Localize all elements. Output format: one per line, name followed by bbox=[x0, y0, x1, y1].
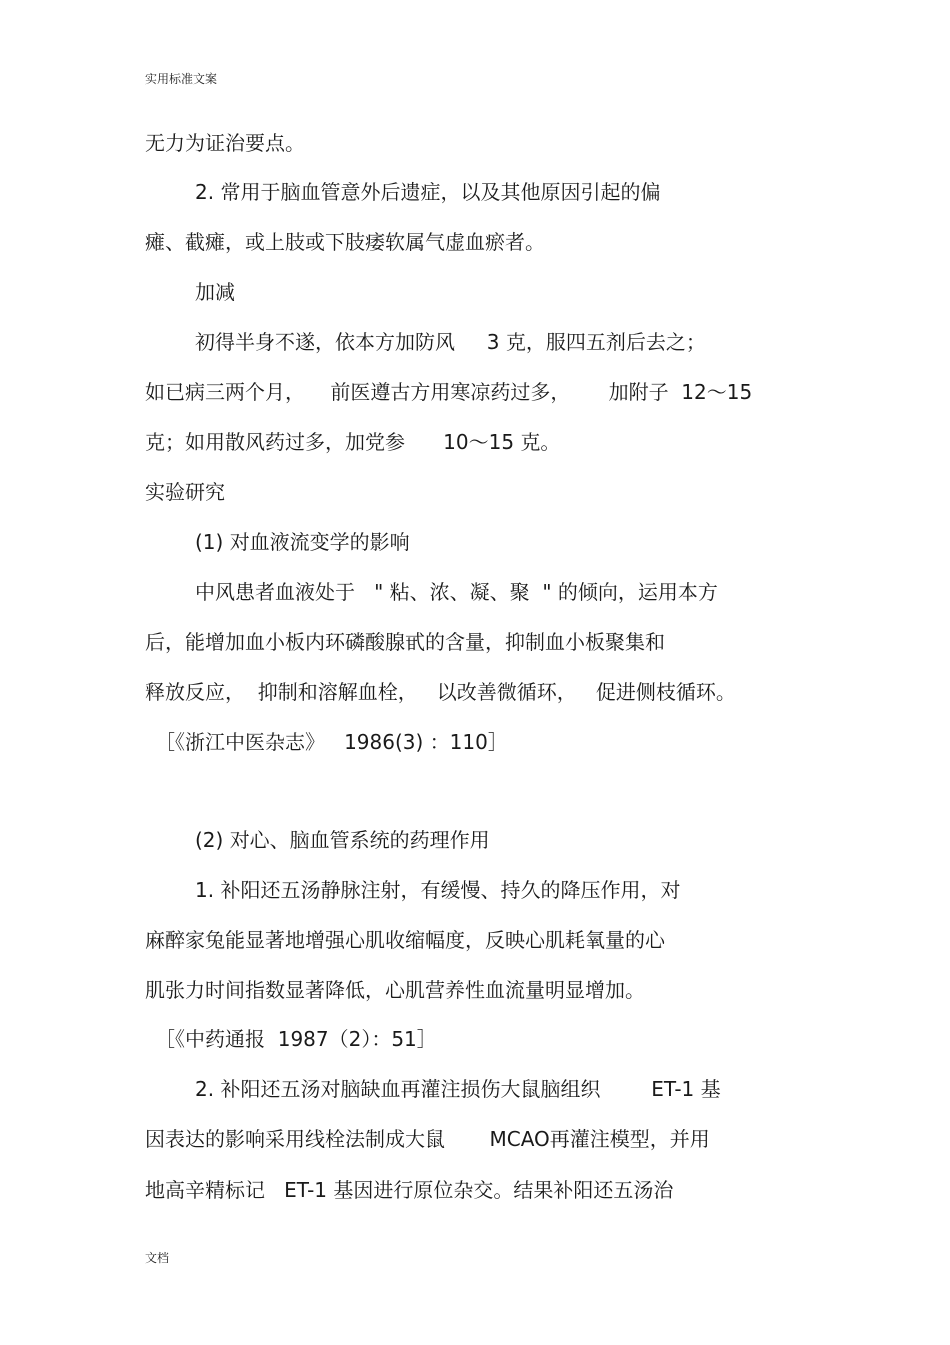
section-heading: 实验研究 bbox=[145, 480, 225, 504]
subsection-heading: (1) 对血液流变学的影响 bbox=[195, 530, 410, 554]
text-line: 无力为证治要点。 bbox=[145, 131, 305, 155]
text-line: 释放反应， 抑制和溶解血栓， 以改善微循环， 促进侧枝循环。 bbox=[145, 680, 736, 704]
text-line: 中风患者血液处于 " 粘、浓、凝、聚 " 的倾向，运用本方 bbox=[195, 580, 718, 604]
text-line: 如已病三两个月， 前医遵古方用寒凉药过多， 加附子 12～15 bbox=[145, 380, 753, 404]
text-line: 克；如用散风药过多，加党参 10～15 克。 bbox=[145, 430, 561, 454]
text-line: 初得半身不遂，依本方加防风 3 克，服四五剂后去之； bbox=[195, 330, 706, 354]
page-footer: 文档 bbox=[145, 1251, 170, 1265]
subsection-heading: (2) 对心、脑血管系统的药理作用 bbox=[195, 828, 490, 852]
text-line: 地高辛精标记 ET-1 基因进行原位杂交。结果补阳还五汤治 bbox=[145, 1178, 674, 1202]
reference-citation: ［《浙江中医杂志》 1986(3) ：110］ bbox=[155, 730, 508, 754]
text-line: 1. 补阳还五汤静脉注射，有缓慢、持久的降压作用，对 bbox=[195, 878, 681, 902]
page-header: 实用标准文案 bbox=[145, 72, 218, 86]
text-line: 肌张力时间指数显著降低，心肌营养性血流量明显增加。 bbox=[145, 978, 645, 1002]
text-line: 麻醉家兔能显著地增强心肌收缩幅度，反映心肌耗氧量的心 bbox=[145, 928, 665, 952]
text-line: 后，能增加血小板内环磷酸腺甙的含量，抑制血小板聚集和 bbox=[145, 630, 665, 654]
text-line: 因表达的影响采用线栓法制成大鼠 MCAO再灌注模型，并用 bbox=[145, 1127, 710, 1151]
text-line: 2. 补阳还五汤对脑缺血再灌注损伤大鼠脑组织 ET-1 基 bbox=[195, 1077, 721, 1101]
section-heading: 加减 bbox=[195, 280, 235, 304]
reference-citation: ［《中药通报 1987（2）：51］ bbox=[155, 1027, 437, 1051]
text-line: 2. 常用于脑血管意外后遗症，以及其他原因引起的偏 bbox=[195, 180, 661, 204]
text-line: 瘫、截瘫，或上肢或下肢痿软属气虚血瘀者。 bbox=[145, 230, 545, 254]
